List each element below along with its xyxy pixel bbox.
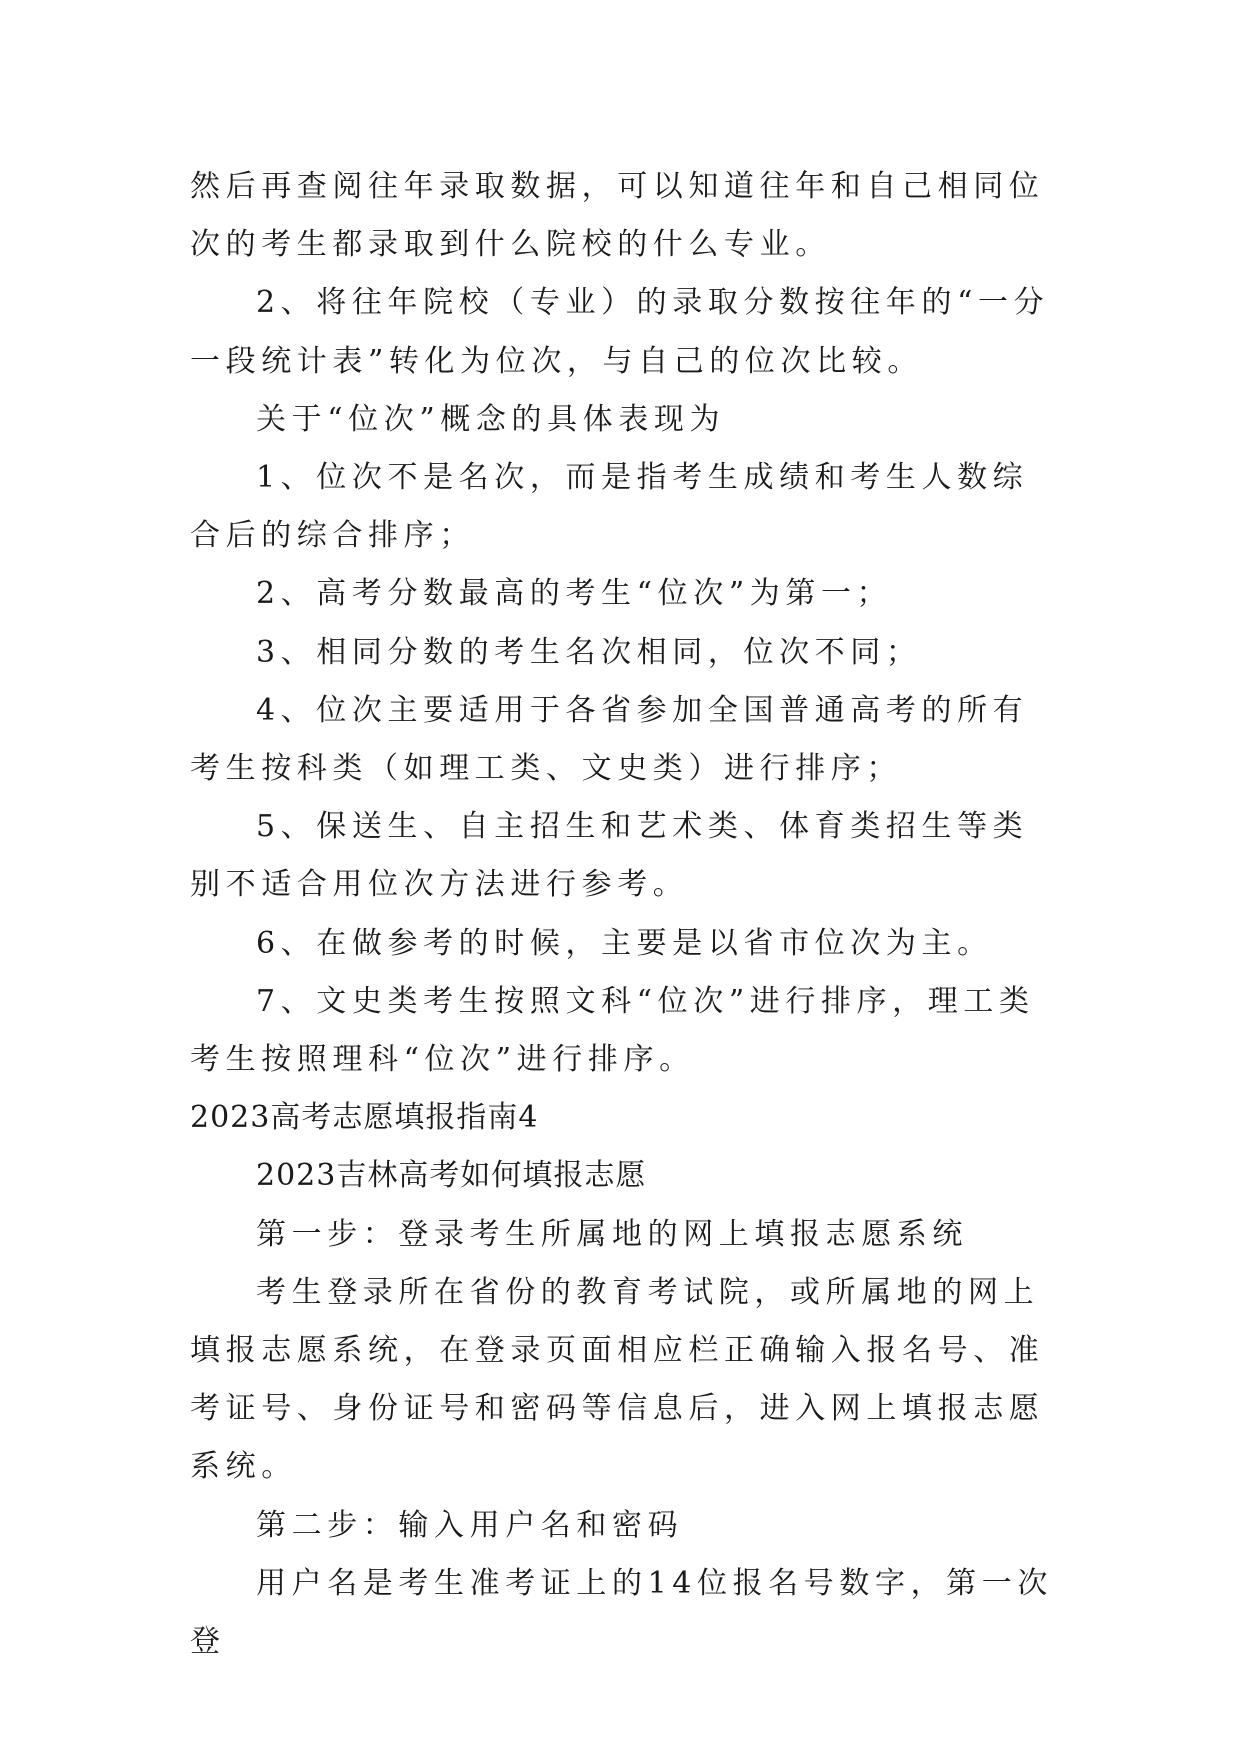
paragraph-4: 1、位次不是名次，而是指考生成绩和考生人数综合后的综合排序； <box>190 460 1029 554</box>
paragraph-8: 5、保送生、自主招生和艺术类、体育类招生等类别不适合用位次方法进行参考。 <box>190 809 1029 903</box>
section-heading: 2023高考志愿填报指南4 <box>190 1100 539 1136</box>
paragraph-6: 3、相同分数的考生名次相同，位次不同； <box>256 634 922 670</box>
paragraph-15: 第二步：输入用户名和密码 <box>256 1507 684 1543</box>
paragraph-16: 用户名是考生准考证上的14位报名号数字，第一次登 <box>190 1565 1053 1660</box>
paragraph-7: 4、位次主要适用于各省参加全国普通高考的所有考生按科类（如理工类、文史类）进行排序； <box>190 692 1029 787</box>
paragraph-5: 2、高考分数最高的考生“位次”为第一； <box>256 576 893 612</box>
paragraph-3: 关于“位次”概念的具体表现为 <box>256 401 726 437</box>
paragraph-10: 7、文史类考生按照文科“位次”进行排序，理工类考生按照理科“位次”进行排序。 <box>190 983 1035 1078</box>
document-body <box>190 158 1060 1671</box>
paragraph-9: 6、在做参考的时候，主要是以省市位次为主。 <box>256 925 993 961</box>
paragraph-14: 考生登录所在省份的教育考试院，或所属地的网上填报志愿系统，在登录页面相应栏正确输入报名号、准考证号、身份证号和密码等信息后，进入网上填报志愿系统。 <box>190 1274 1045 1485</box>
paragraph-13: 第一步：登录考生所属地的网上填报志愿系统 <box>256 1216 968 1252</box>
paragraph-2: 2、将往年院校（专业）的录取分数按往年的“一分一段统计表”转化为位次，与自己的位次比较。 <box>190 285 1050 379</box>
paragraph-12: 2023吉林高考如何填报志愿 <box>256 1158 647 1194</box>
paragraph-1: 然后再查阅往年录取数据，可以知道往年和自己相同位次的考生都录取到什么院校的什么专业。 <box>190 169 1045 263</box>
